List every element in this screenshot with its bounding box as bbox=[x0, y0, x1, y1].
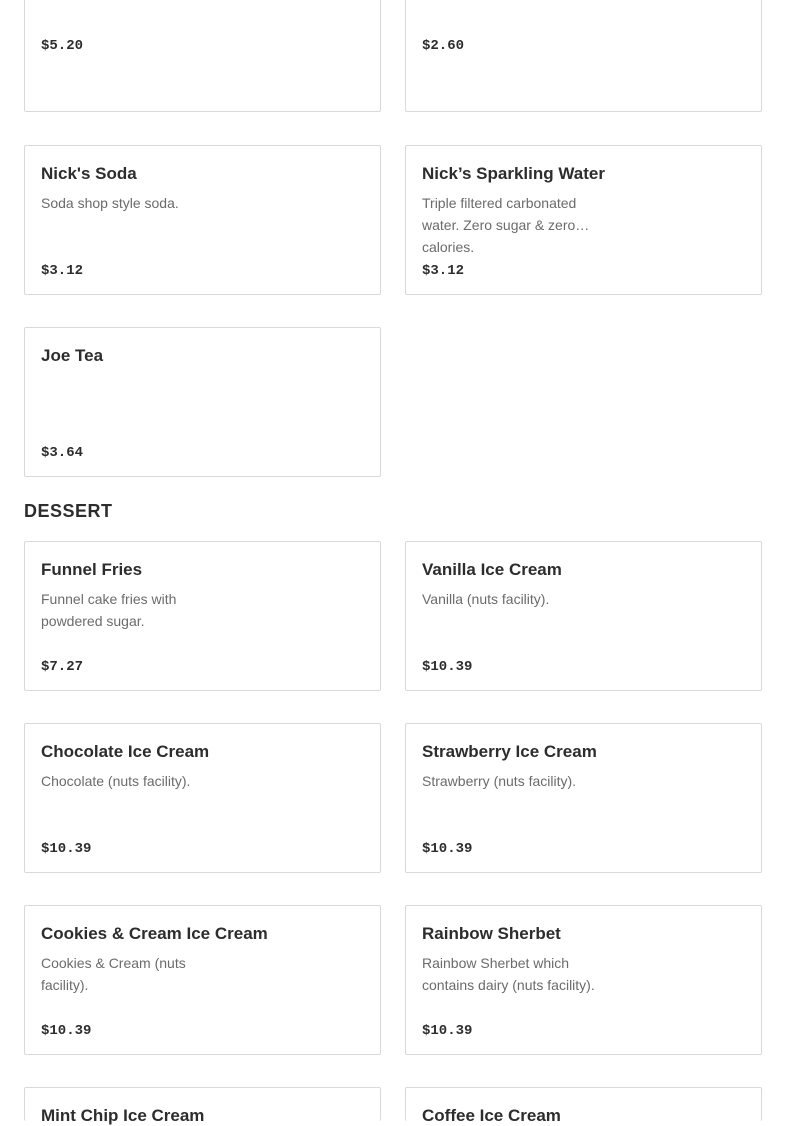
menu-item-description: Funnel cake fries with powdered sugar. bbox=[41, 591, 177, 629]
menu-item-title: Funnel Fries bbox=[41, 560, 143, 579]
menu-item-card[interactable] bbox=[24, 1087, 381, 1125]
menu-item-title: Rainbow Sherbet bbox=[422, 924, 561, 943]
section-title-dessert: DESSERT bbox=[24, 501, 113, 521]
menu-item-title: Joe Tea bbox=[41, 346, 104, 365]
menu-item-price: $2.60 bbox=[422, 38, 465, 54]
menu-item-price: $10.39 bbox=[422, 659, 473, 675]
menu-item-card[interactable] bbox=[24, 0, 381, 112]
menu-item-card[interactable] bbox=[405, 541, 762, 691]
menu-item-title: Chocolate Ice Cream bbox=[41, 742, 210, 761]
menu-item-card[interactable] bbox=[405, 723, 762, 873]
menu-item-card[interactable] bbox=[405, 0, 762, 112]
menu-item-title: Nick's Soda bbox=[41, 164, 137, 183]
menu-item-price: $10.39 bbox=[41, 1023, 92, 1039]
menu-item-description: Strawberry (nuts facility). bbox=[422, 773, 577, 789]
menu-item-title: Mint Chip Ice Cream bbox=[41, 1106, 205, 1125]
menu-item-description: Cookies & Cream (nuts facility). bbox=[41, 955, 186, 993]
menu-item-price: $3.64 bbox=[41, 445, 84, 461]
menu-item-card[interactable] bbox=[24, 327, 381, 477]
menu-item-description: Vanilla (nuts facility). bbox=[422, 591, 550, 607]
menu-item-card[interactable] bbox=[24, 905, 381, 1055]
menu-item-price: $10.39 bbox=[422, 1023, 473, 1039]
menu-item-price: $5.20 bbox=[41, 38, 84, 54]
menu-item-price: $7.27 bbox=[41, 659, 84, 675]
menu-item-card[interactable] bbox=[405, 905, 762, 1055]
menu-item-title: Cookies & Cream Ice Cream bbox=[41, 924, 268, 943]
menu-item-description: Soda shop style soda. bbox=[41, 195, 179, 211]
menu-item-title: Vanilla Ice Cream bbox=[422, 560, 562, 579]
menu-item-description: Rainbow Sherbet which contains dairy (nuts facility). bbox=[422, 955, 595, 993]
menu-item-title: Strawberry Ice Cream bbox=[422, 742, 597, 761]
menu-item-price: $3.12 bbox=[422, 263, 465, 279]
menu-item-description: Chocolate (nuts facility). bbox=[41, 773, 191, 789]
menu-item-title: Coffee Ice Cream bbox=[422, 1106, 561, 1125]
menu-item-price: $3.12 bbox=[41, 263, 84, 279]
menu-item-card[interactable] bbox=[24, 145, 381, 295]
menu-item-price: $10.39 bbox=[41, 841, 92, 857]
menu-item-card[interactable] bbox=[24, 541, 381, 691]
menu-item-card[interactable] bbox=[405, 145, 762, 295]
menu-item-card[interactable] bbox=[405, 1087, 762, 1125]
menu-item-card[interactable] bbox=[24, 723, 381, 873]
menu-item-description: Triple filtered carbonated water. Zero sugar & zero calories. bbox=[422, 195, 577, 255]
menu-item-title: Nick’s Sparkling Water bbox=[422, 164, 605, 183]
menu-item-price: $10.39 bbox=[422, 841, 473, 857]
